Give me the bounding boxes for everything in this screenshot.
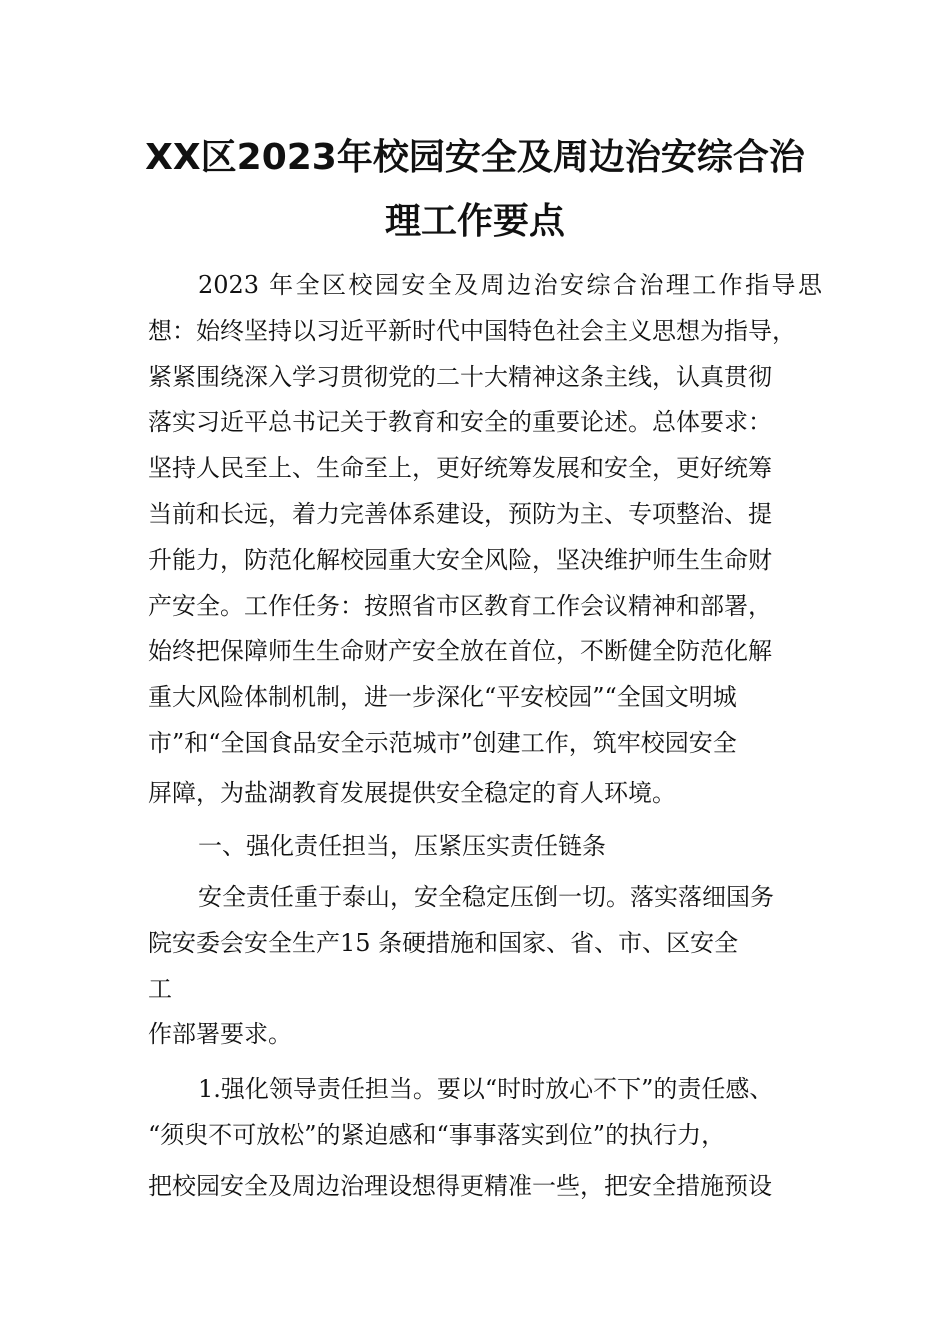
title-line-1: XX区2023年校园安全及周边治安综合治	[145, 137, 805, 178]
body-line: 落实习近平总书记关于教育和安全的重要论述。总体要求：	[148, 408, 772, 436]
body-line: 院安委会安全生产15 条硬措施和国家、省、市、区安全	[148, 929, 739, 957]
title-line-2: 理工作要点	[384, 201, 565, 242]
body-line: 升能力，防范化解校园重大安全风险，坚决维护师生生命财	[148, 546, 772, 574]
section-heading: 一、强化责任担当，压紧压实责任链条	[198, 832, 606, 860]
body-line: 工	[148, 975, 172, 1003]
body-line: 想：始终坚持以习近平新时代中国特色社会主义思想为指导，	[148, 317, 796, 345]
body-line: 作部署要求。	[148, 1020, 292, 1048]
body-line: 市”和“全国食品安全示范城市”创建工作，筑牢校园安全	[148, 729, 737, 757]
body-line: 重大风险体制机制，进一步深化“平安校园”“全国文明城	[148, 683, 737, 711]
body-line: 把校园安全及周边治理设想得更精准一些，把安全措施预设	[148, 1172, 772, 1200]
body-line: “须臾不可放松”的紧迫感和“事事落实到位”的执行力，	[148, 1121, 726, 1149]
body-line: 2023 年全区校园安全及周边治安综合治理工作指导思	[198, 271, 822, 299]
body-line: 安全责任重于泰山，安全稳定压倒一切。落实落细国务	[198, 883, 774, 911]
body-line: 当前和长远，着力完善体系建设，预防为主、专项整治、提	[148, 500, 772, 528]
body-line: 1.强化领导责任担当。要以“时时放心不下”的责任感、	[198, 1075, 774, 1103]
body-line: 始终把保障师生生命财产安全放在首位，不断健全防范化解	[148, 637, 772, 665]
body-line: 紧紧围绕深入学习贯彻党的二十大精神这条主线，认真贯彻	[148, 363, 772, 391]
body-line: 产安全。工作任务：按照省市区教育工作会议精神和部署，	[148, 592, 772, 620]
body-line: 坚持人民至上、生命至上，更好统筹发展和安全，更好统筹	[148, 454, 772, 482]
body-line: 屏障，为盐湖教育发展提供安全稳定的育人环境。	[148, 779, 676, 807]
